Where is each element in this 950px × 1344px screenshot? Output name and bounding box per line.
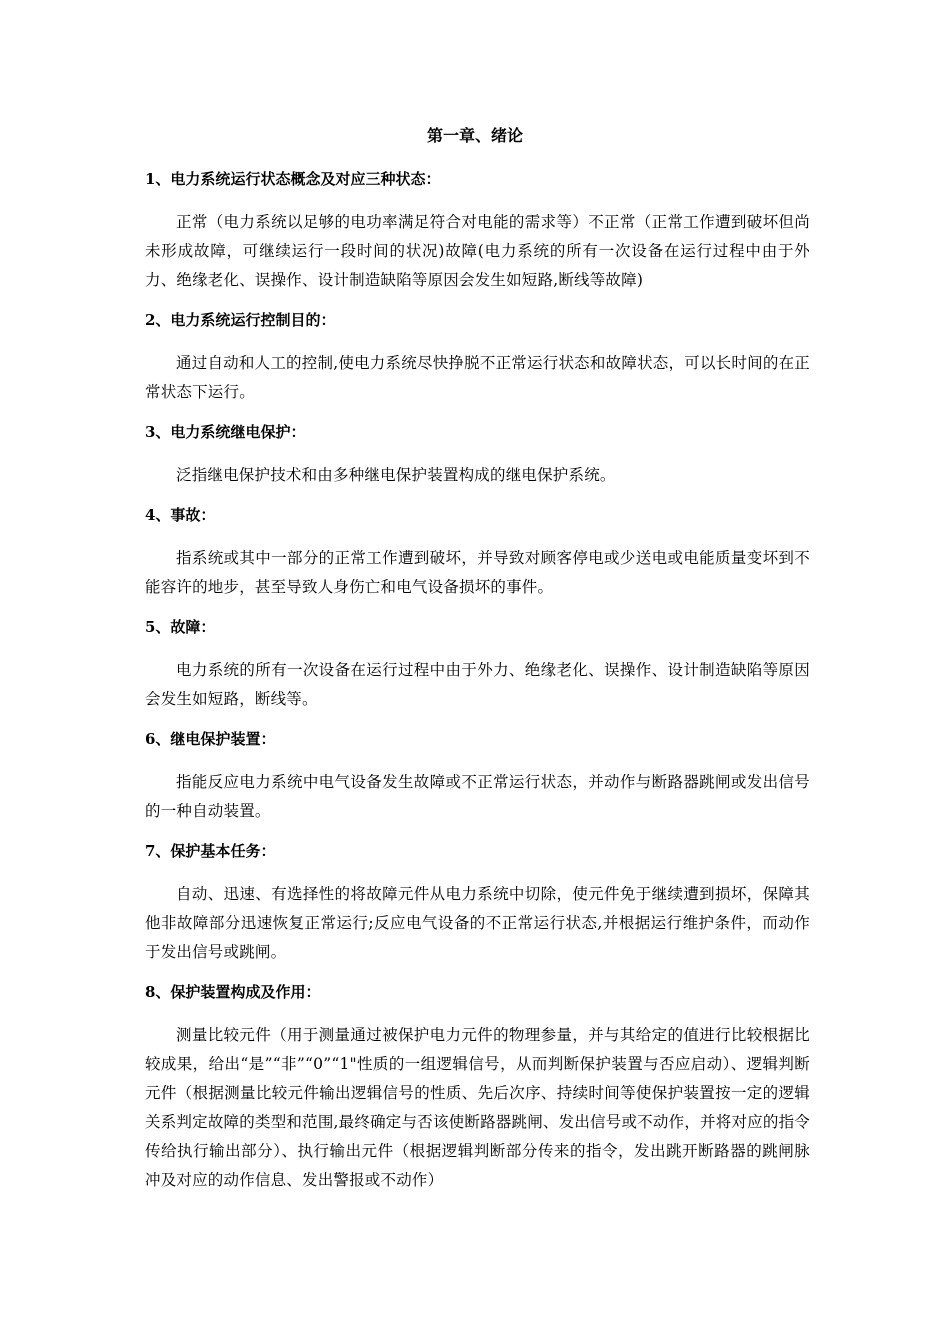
section-paragraph: 正常（电力系统以足够的电功率满足符合对电能的需求等）不正常（正常工作遭到破坏但尚未形成故障，可继续运行一段时间的状况)故障(电力系统的所有一次设备在运行过程中由于外力、绝缘老化、误操作、设计制造缺陷等原因会发生如短路,断线等故障) [145, 213, 810, 289]
section-3 [145, 419, 810, 490]
section-1 [145, 166, 810, 295]
section-6 [145, 726, 810, 826]
section-7 [145, 838, 810, 967]
section-8 [145, 979, 810, 1195]
section-heading: 4、事故： [145, 506, 216, 524]
section-2 [145, 307, 810, 407]
section-5 [145, 614, 810, 714]
section-paragraph: 指能反应电力系统中电气设备发生故障或不正常运行状态，并动作与断路器跳闸或发出信号的一种自动装置。 [145, 773, 810, 820]
document-body [145, 166, 810, 1207]
section-paragraph: 泛指继电保护技术和由多种继电保护装置构成的继电保护系统。 [176, 466, 616, 484]
chapter-title: 第一章、绪论 [426, 126, 523, 145]
section-heading: 8、保护装置构成及作用： [145, 983, 321, 1001]
section-heading: 3、电力系统继电保护： [145, 423, 306, 441]
section-heading: 1、电力系统运行状态概念及对应三种状态： [145, 170, 441, 188]
section-heading: 2、电力系统运行控制目的： [145, 311, 336, 329]
section-paragraph: 通过自动和人工的控制,使电力系统尽快挣脱不正常运行状态和故障状态，可以长时间的在正常状态下运行。 [145, 354, 810, 401]
section-4 [145, 502, 810, 602]
section-paragraph: 指系统或其中一部分的正常工作遭到破坏，并导致对顾客停电或少送电或电能质量变坏到不能容许的地步，甚至导致人身伤亡和电气设备损坏的事件。 [145, 549, 810, 596]
section-heading: 5、故障： [145, 618, 216, 636]
section-paragraph: 自动、迅速、有选择性的将故障元件从电力系统中切除，使元件免于继续遭到损坏，保障其他非故障部分迅速恢复正常运行;反应电气设备的不正常运行状态,并根据运行维护条件，而动作于发出信号或跳闸。 [145, 885, 810, 961]
section-heading: 6、继电保护装置： [145, 730, 276, 748]
section-paragraph: 测量比较元件（用于测量通过被保护电力元件的物理参量，并与其给定的值进行比较根据比较成果，给出“是”“非”“0”“1"性质的一组逻辑信号，从而判断保护装置与否应启动）、逻辑判断元件（根据测量比较元件输出逻辑信号的性质、先后次序、持续时间等使保护装置按一定的逻辑关系判定故障的类型和范围,最终确定与否该使断路器跳闸、发出信号或不动作，并将对应的指令传给执行输出部分）、执行输出元件（根据逻辑判断部分传来的指令，发出跳开断路器的跳闸脉冲及对应的动作信息、发出警报或不动作） [145, 1026, 810, 1189]
section-paragraph: 电力系统的所有一次设备在运行过程中由于外力、绝缘老化、误操作、设计制造缺陷等原因会发生如短路，断线等。 [145, 661, 810, 708]
section-heading: 7、保护基本任务： [145, 842, 276, 860]
